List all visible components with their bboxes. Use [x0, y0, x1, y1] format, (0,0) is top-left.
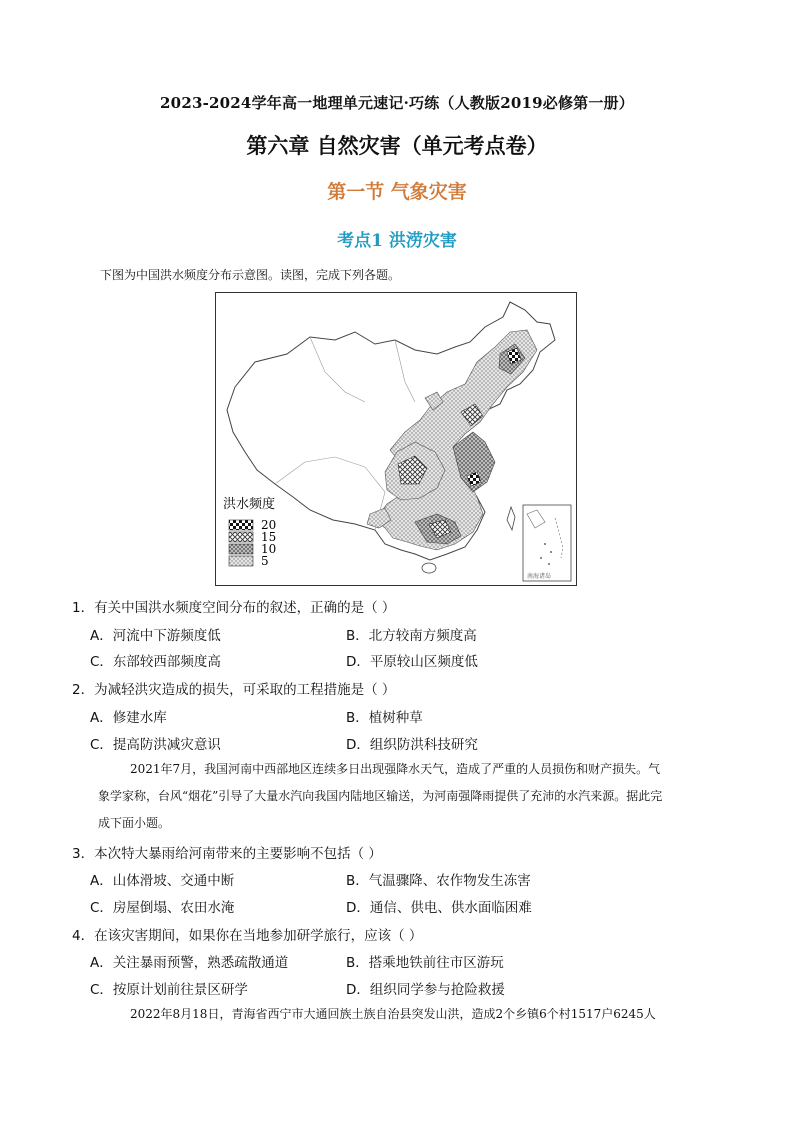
- legend-swatch-10: [229, 544, 253, 554]
- question-2-stem: 2．为减轻洪灾造成的损失，可采取的工程措施是（ ）: [72, 682, 396, 698]
- question-2-option-c[interactable]: C．提高防洪减灾意识: [90, 737, 221, 753]
- question-3-option-b[interactable]: B．气温骤降、农作物发生冻害: [346, 873, 531, 889]
- legend-swatch-5: [229, 556, 253, 566]
- passage-2021-line-3: 成下面小题。: [98, 816, 171, 830]
- question-3-option-d[interactable]: D．通信、供电、供水面临困难: [346, 900, 532, 916]
- legend-title: 洪水频度: [223, 497, 276, 512]
- question-4-option-d[interactable]: D．组织同学参与抢险救援: [346, 982, 505, 998]
- flood-frequency-map: [215, 292, 577, 586]
- question-1-stem: 1．有关中国洪水频度空间分布的叙述，正确的是（ ）: [72, 600, 396, 616]
- legend-swatch-20: [229, 520, 253, 530]
- passage-2021-line-1: 2021年7月，我国河南中西部地区连续多日出现强降水天气，造成了严重的人员损伤和财产损失。气: [130, 762, 661, 776]
- inset-label: 南海诸岛: [527, 573, 552, 580]
- question-2-option-b[interactable]: B．植树种草: [346, 710, 423, 726]
- legend-label-15: 15: [261, 530, 277, 544]
- question-1-option-d[interactable]: D．平原较山区频度低: [346, 654, 478, 670]
- section-title: 第一节 气象灾害: [327, 181, 467, 203]
- question-2-option-a[interactable]: A．修建水库: [90, 710, 167, 726]
- legend-swatch-15: [229, 532, 253, 542]
- question-4-option-c[interactable]: C．按原计划前往景区研学: [90, 982, 248, 998]
- question-3-option-a[interactable]: A．山体滑坡、交通中断: [90, 873, 235, 889]
- passage-2022-line-1: 2022年8月18日，青海省西宁市大通回族土族自治县突发山洪，造成2个乡镇6个村1517户6245人: [130, 1007, 656, 1021]
- chapter-title: 第六章 自然灾害（单元考点卷）: [246, 133, 548, 158]
- legend-label-20: 20: [261, 518, 277, 532]
- question-4-option-a[interactable]: A．关注暴雨预警，熟悉疏散通道: [90, 955, 289, 971]
- question-4-stem: 4．在该灾害期间，如果你在当地参加研学旅行，应该（ ）: [72, 928, 423, 944]
- point-title: 考点1 洪涝灾害: [337, 231, 457, 251]
- legend-label-5: 5: [261, 554, 269, 568]
- question-1-option-a[interactable]: A．河流中下游频度低: [90, 628, 221, 644]
- hainan-island: [422, 563, 436, 573]
- intro-text: 下图为中国洪水频度分布示意图。读图，完成下列各题。: [100, 268, 401, 282]
- series-title: 2023-2024学年高一地理单元速记·巧练（人教版2019必修第一册）: [160, 94, 634, 112]
- legend-label-10: 10: [261, 542, 277, 556]
- passage-2021-line-2: 象学家称，台风“烟花”引导了大量水汽向我国内陆地区输送，为河南强降雨提供了充沛的水汽来源。据此完: [98, 789, 663, 803]
- question-2-option-d[interactable]: D．组织防洪科技研究: [346, 737, 478, 753]
- question-3-option-c[interactable]: C．房屋倒塌、农田水淹: [90, 900, 235, 916]
- question-3-stem: 3．本次特大暴雨给河南带来的主要影响不包括（ ）: [72, 846, 382, 862]
- question-1-option-b[interactable]: B．北方较南方频度高: [346, 628, 477, 644]
- question-4-option-b[interactable]: B．搭乘地铁前往市区游玩: [346, 955, 504, 971]
- question-1-option-c[interactable]: C．东部较西部频度高: [90, 654, 221, 670]
